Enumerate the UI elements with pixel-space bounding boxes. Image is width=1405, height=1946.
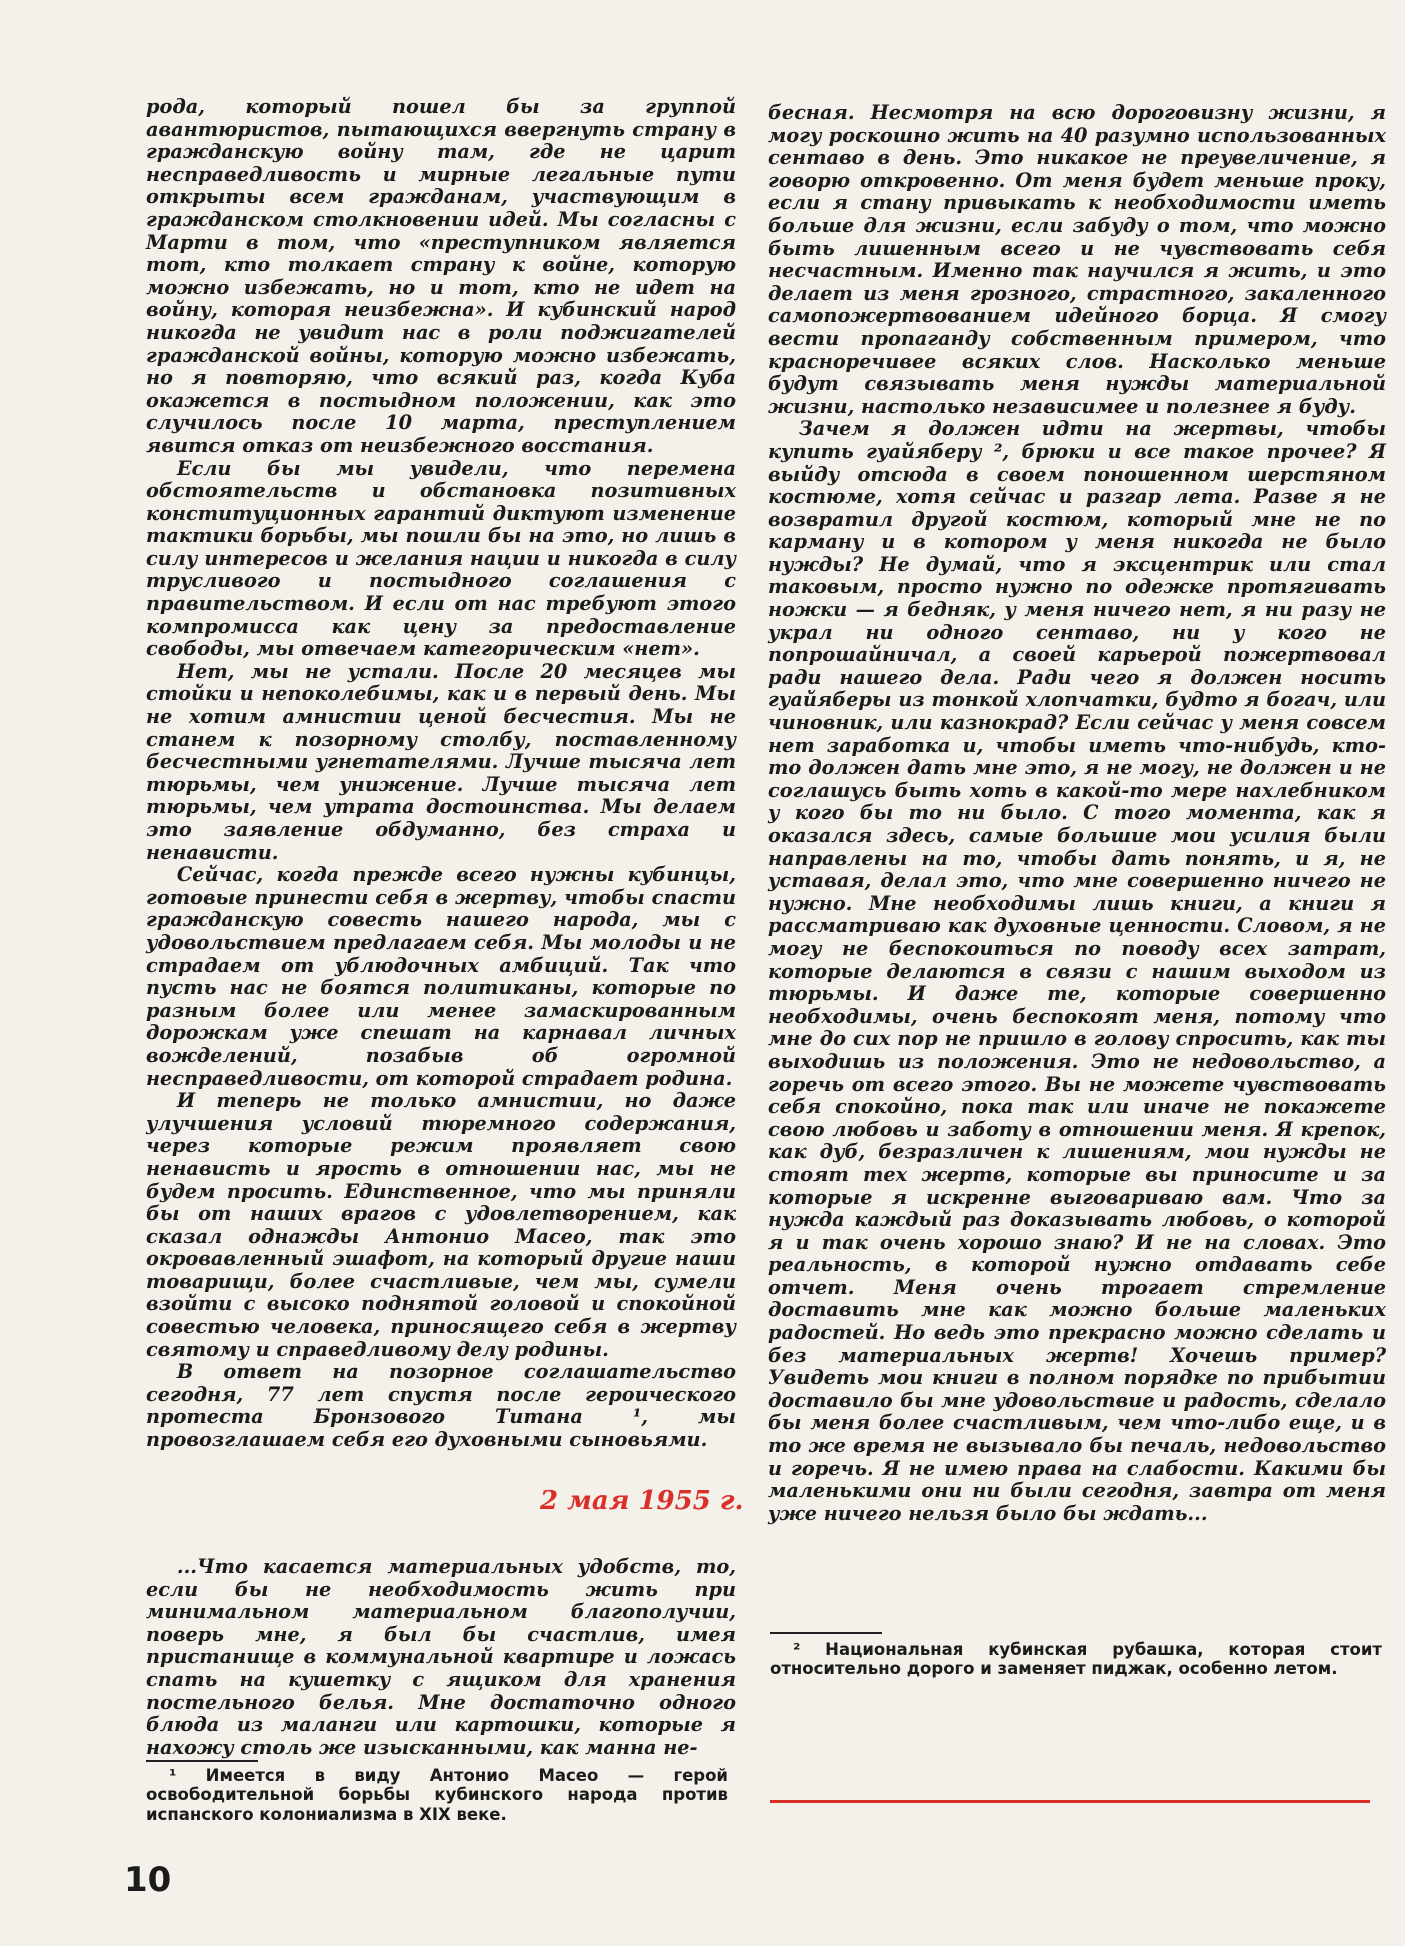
red-rule xyxy=(770,1800,1370,1803)
paragraph: Если бы мы увидели, что перемена обстоятельств и обстановка позитивных конституционных гарантий диктуют изменение тактики борьбы, мы пошли бы на это, но лишь в силу интересов и желания нации и никогда в силу трусливого и постыдного соглашения с правительством. И если от нас требуют этого компромисса как цену за предоставление свободы, мы отвечаем категорическим «нет». xyxy=(146,456,736,661)
paragraph: Зачем я должен идти на жертвы, чтобы купить гуайяберу ², брюки и все такое прочее? Я выйду отсюда в своем поношенном шерстяном костюме, хотя сейчас и разгар лета. Разве я не возвратил другой костюм, который мне не по карману и в котором у меня никогда не было нужды? Не думай, что я эксцентрик или стал таковым, просто нужно по одежке протягивать ножки — я бедняк, у меня ничего нет, я ни разу не украл ни одного сентаво, ни у кого не попрошайничал, а своей карьерой пожертвовал ради нашего дела. Ради чего я должен носить гуайяберы из тонкой хлопчатки, будто я богач, или чиновник, или казнокрад? Если сейчас у меня совсем нет заработка и, чтобы иметь что-нибудь, кто-то должен дать мне это, я не могу, не должен и не соглашусь быть хоть в какой-то мере нахлебником у кого бы то ни было. С того момента, как я оказался здесь, самые большие мои усилия были направлены на то, чтобы дать понять, и я, не уставая, делал это, что мне совершенно ничего не нужно. Мне необходимы лишь книги, а книги я рассматриваю как духовные ценности. Словом, я не могу не беспокоиться по поводу всех затрат, которые делаются в связи с нашим выходом из тюрьмы. И даже те, которые совершенно необходимы, очень беспокоят меня, потому что мне до сих пор не пришло в голову спросить, как ты выходишь из положения. Это не недовольство, а горечь от всего этого. Вы не можете чувствовать себя спокойно, пока так или иначе не покажете свою любовь и заботу в отношении меня. Я крепок, как дуб, безразличен к лишениям, мои нужды не стоят тех жертв, которые вы приносите и за которые я искренне выговариваю вам. Что за нужда каждый раз доказывать любовь, о которой я и так очень хорошо знаю? И не на словах. Это реальность, в которой нужно отдавать себе отчет. Меня очень трогает стремление доставить мне как можно больше маленьких радостей. Но ведь это прекрасно можно сделать и без материальных жертв! Хочешь пример? Увидеть мои книги в полном порядке по прибытии доставило бы мне удовольствие и радость, сделало бы меня более счастливым, чем что-либо еще, и в то же время не вызывало бы печаль, недовольство и горечь. Я не имею права на слабости. Какими бы маленькими они ни были сегодня, завтра от меня уже ничего нельзя было бы ждать... xyxy=(768,417,1386,1525)
footnote-right xyxy=(770,1640,1382,1679)
footnote-left xyxy=(146,1766,728,1824)
footnote-text: ¹ Имеется в виду Антонио Масео — герой освободительной борьбы кубинского народа против испанского колониализма в XIX веке. xyxy=(146,1766,728,1824)
paragraph: И теперь не только амнистии, но даже улучшения условий тюремного содержания, через которые режим проявляет свою ненависть и ярость в отношении нас, мы не будем просить. Единственное, что мы приняли бы от наших врагов с удовлетворением, как сказал однажды Антонио Масео, так это окровавленный эшафот, на который другие наши товарищи, более счастливые, чем мы, сумели взойти с высоко поднятой головой и спокойной совестью человека, приносящего себя в жертву святому и справедливому делу родины. xyxy=(146,1089,736,1361)
date-heading: 2 мая 1955 г. xyxy=(540,1486,744,1516)
letter-excerpt xyxy=(146,1556,736,1759)
right-column xyxy=(768,102,1386,1525)
footnote-text: ² Национальная кубинская рубашка, которая стоит относительно дорого и заменяет пиджак, особенно летом. xyxy=(770,1640,1382,1679)
paragraph: В ответ на позорное соглашательство сегодня, 77 лет спустя после героического протеста Бронзового Титана ¹, мы провозглашаем себя его духовными сыновьями. xyxy=(146,1360,736,1452)
paragraph: ...Что касается материальных удобств, то, если бы не необходимость жить при минимальном материальном благополучии, поверь мне, я был бы счастлив, имея пристанище в коммунальной квартире и ложась спать на кушетку с ящиком для хранения постельного белья. Мне достаточно одного блюда из маланги или картошки, которые я нахожу столь же изысканными, как манна не- xyxy=(146,1555,736,1759)
footnote-divider xyxy=(770,1632,882,1634)
paragraph: бесная. Несмотря на всю дороговизну жизни, я могу роскошно жить на 40 разумно использованных сентаво в день. Это никакое не преувеличение, я говорю откровенно. От меня будет меньше проку, если я стану привыкать к необходимости иметь больше для жизни, если забуду о том, что можно быть лишенным всего и не чувствовать себя несчастным. Именно так научился я жить, и это делает из меня грозного, страстного, закаленного самопожертвованием идейного борца. Я смогу вести пропаганду собственным примером, что красноречивее всяких слов. Насколько меньше будут связывать меня нужды материальной жизни, настолько независимее и полезнее я буду. xyxy=(768,101,1386,418)
page-number: 10 xyxy=(124,1860,172,1900)
paragraph: Сейчас, когда прежде всего нужны кубинцы, готовые принести себя в жертву, чтобы спасти гражданскую совесть нашего народа, мы с удовольствием предлагаем себя. Мы молоды и не страдаем от ублюдочных амбиций. Так что пусть нас не боятся политиканы, которые по разным более или менее замаскированным дорожкам уже спешат на карнавал личных вожделений, позабыв об огромной несправедливости, от которой страдает родина. xyxy=(146,863,736,1090)
paragraph: рода, который пошел бы за группой авантюристов, пытающихся ввергнуть страну в гражданскую войну там, где не царит несправедливость и мирные легальные пути открыты всем гражданам, участвующим в гражданском столкновении идей. Мы согласны с Марти в том, что «преступником является тот, кто толкает страну к войне, которую можно избежать, но и тот, кто не идет на войну, которая неизбежна». И кубинский народ никогда не увидит нас в роли поджигателей гражданской войны, которую можно избежать, но я повторяю, что всякий раз, когда Куба окажется в постыдном положении, как это случилось после 10 марта, преступлением явится отказ от неизбежного восстания. xyxy=(146,95,736,457)
left-column xyxy=(146,96,736,1452)
paragraph: Нет, мы не устали. После 20 месяцев мы стойки и непоколебимы, как и в первый день. Мы не хотим амнистии ценой бесчестия. Мы не станем к позорному столбу, поставленному бесчестными угнетателями. Лучше тысяча лет тюрьмы, чем унижение. Лучше тысяча лет тюрьмы, чем утрата достоинства. Мы делаем это заявление обдуманно, без страха и ненависти. xyxy=(146,659,736,864)
footnote-divider xyxy=(146,1760,258,1762)
